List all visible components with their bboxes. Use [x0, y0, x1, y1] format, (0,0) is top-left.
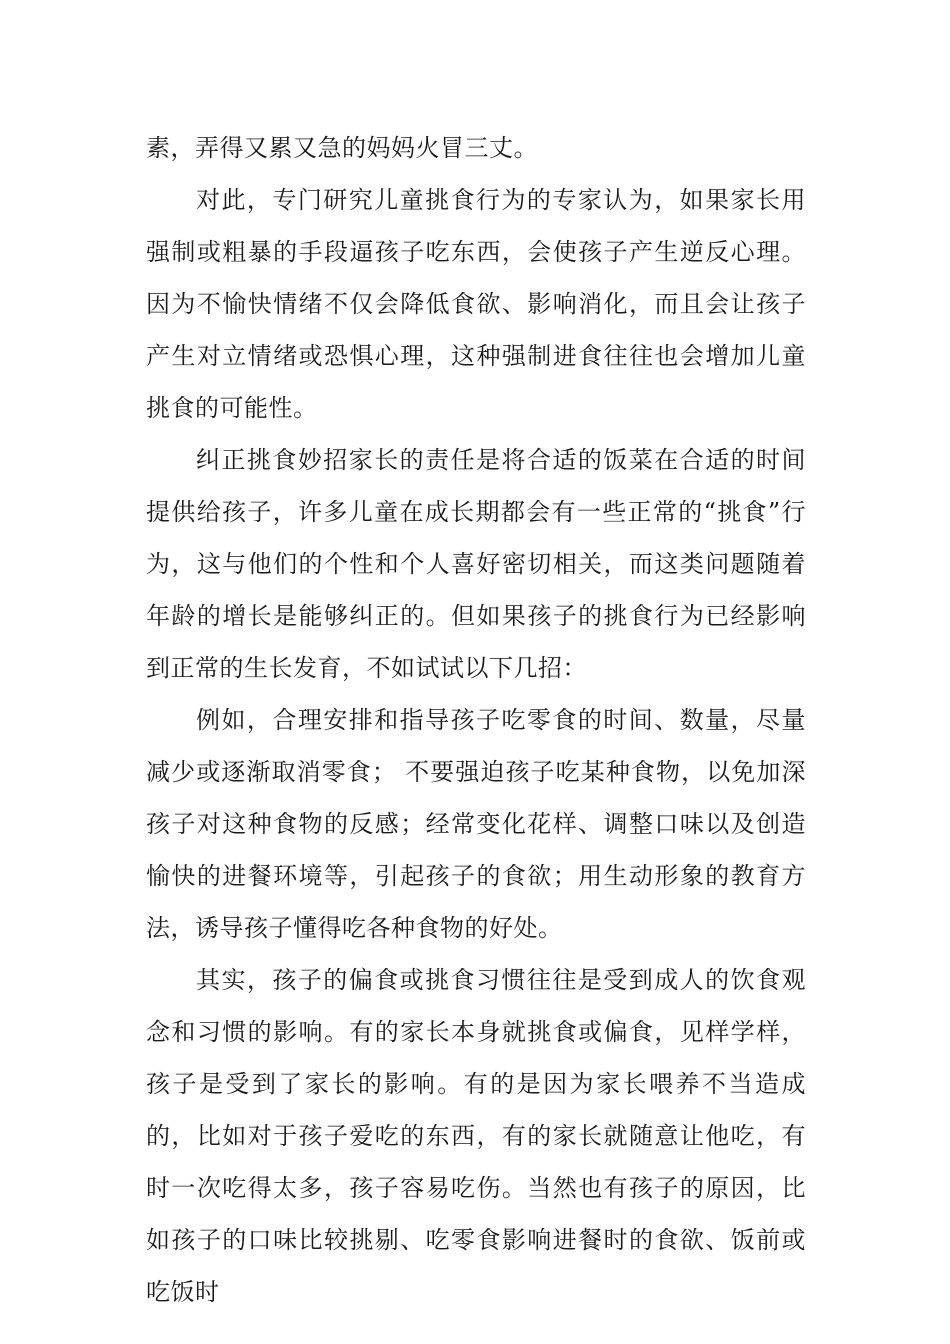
paragraph-expert-opinion: 对此，专门研究儿童挑食行为的专家认为，如果家长用强制或粗暴的手段逼孩子吃东西，会使孩子产生逆反心理。因为不愉快情绪不仅会降低食欲、影响消化，而且会让孩子产生对立情绪或恐惧心理，这种强制进食往往也会增加儿童挑食的可能性。 [146, 186, 806, 422]
paragraph-examples: 例如，合理安排和指导孩子吃零食的时间、数量，尽量减少或逐渐取消零食； 不要强迫孩子吃某种食物，以免加深孩子对这种食物的反感；经常变化花样、调整口味以及创造愉快的进餐环境等，引起孩子的食欲；用生动形象的教育方法，诱导孩子懂得吃各种食物的好处。 [146, 706, 806, 942]
paragraph-causes: 其实，孩子的偏食或挑食习惯往往是受到成人的饮食观念和习惯的影响。有的家长本身就挑食或偏食，见样学样，孩子是受到了家长的影响。有的是因为家长喂养不当造成的，比如对于孩子爱吃的东西，有的家长就随意让他吃，有时一次吃得太多，孩子容易吃伤。当然也有孩子的原因，比如孩子的口味比较挑剔、吃零食影响进餐时的食欲、饭前或吃饭时 [146, 966, 806, 1306]
document-body [146, 122, 806, 1318]
paragraph-correct-picky-eating: 纠正挑食妙招家长的责任是将合适的饭菜在合适的时间提供给孩子，许多儿童在成长期都会有一些正常的“挑食”行为，这与他们的个性和个人喜好密切相关，而这类问题随着年龄的增长是能够纠正的。但如果孩子的挑食行为已经影响到正常的生长发育，不如试试以下几招： [146, 446, 806, 682]
paragraph-continuation: 素，弄得又累又急的妈妈火冒三丈。 [146, 134, 538, 162]
